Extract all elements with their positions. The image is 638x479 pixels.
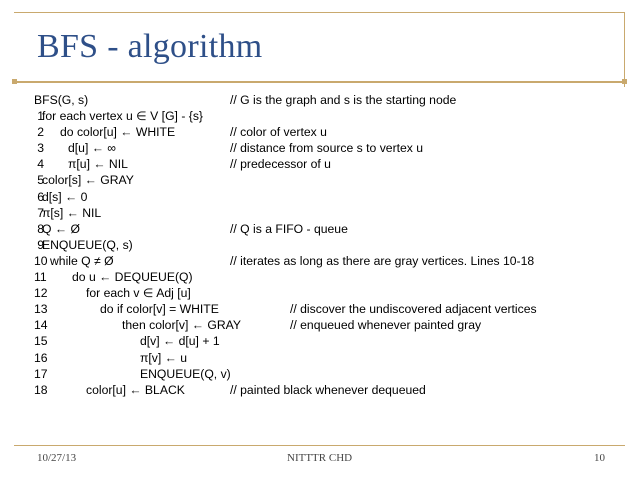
code-line: [34, 382, 634, 398]
line-number: 7: [37, 205, 44, 220]
code-line: [34, 285, 634, 301]
code-comment: // predecessor of u: [230, 157, 331, 172]
line-number: 3: [37, 141, 44, 156]
code-statement: ENQUEUE(Q, s): [42, 237, 133, 252]
footer-center: NITTTR CHD: [287, 452, 353, 464]
code-statement: while Q ≠ Ø: [50, 253, 114, 268]
code-statement: do color[u] ← WHITE: [60, 125, 176, 140]
code-comment: // distance from source s to vertex u: [230, 141, 424, 156]
code-line: [34, 140, 634, 156]
line-number: 8: [37, 221, 44, 236]
footer-date: 10/27/13: [37, 452, 77, 464]
code-line: [34, 366, 634, 382]
code-line: [34, 156, 634, 172]
line-number: 11: [34, 270, 47, 285]
line-number: 18: [34, 382, 48, 397]
code-line: [34, 108, 634, 124]
code-comment: // discover the undiscovered adjacent vertices: [290, 302, 537, 317]
line-number: 6: [37, 189, 44, 204]
code-statement: d[s] ← 0: [42, 189, 88, 204]
line-number: 1: [37, 109, 44, 124]
code-statement: π[u] ← NIL: [68, 157, 128, 172]
code-comment: // Q is a FIFO - queue: [230, 221, 348, 236]
code-statement: for each vertex u ∈ V [G] - {s}: [42, 109, 203, 124]
line-number: 9: [37, 237, 44, 252]
code-comment: // enqueued whenever painted gray: [290, 318, 482, 333]
code-line: [34, 205, 634, 221]
code-statement: do if color[v] = WHITE: [100, 302, 219, 317]
code-line: [34, 237, 634, 253]
line-number: 2: [37, 125, 44, 140]
slide-title: BFS - algorithm: [37, 28, 263, 65]
code-comment: // G is the graph and s is the starting node: [230, 93, 457, 107]
code-statement: π[s] ← NIL: [42, 205, 102, 220]
code-header-line: [34, 92, 634, 108]
code-line: [34, 124, 634, 140]
divider-right-square: [622, 79, 627, 84]
code-statement: BFS(G, s): [34, 93, 89, 107]
code-line: [34, 269, 634, 285]
code-comment: // painted black whenever dequeued: [230, 382, 426, 397]
code-statement: color[s] ← GRAY: [42, 173, 134, 188]
code-line: [34, 317, 634, 333]
code-line: [34, 253, 634, 269]
footer-page-number: 10: [594, 452, 605, 464]
code-statement: d[v] ← d[u] + 1: [140, 334, 220, 349]
line-number: 14: [34, 318, 48, 333]
code-line: [34, 350, 634, 366]
line-number: 10: [34, 253, 48, 268]
line-number: 5: [37, 173, 44, 188]
title-divider: [14, 81, 625, 83]
line-number: 4: [37, 157, 44, 172]
footer-divider: [14, 445, 625, 446]
code-statement: d[u] ← ∞: [68, 141, 116, 156]
code-comment: // iterates as long as there are gray vertices. Lines 10-18: [230, 253, 535, 268]
code-statement: then color[v] ← GRAY: [122, 318, 241, 333]
code-line: [34, 189, 634, 205]
line-number: 17: [34, 366, 48, 381]
line-number: 15: [34, 334, 48, 349]
code-line: [34, 333, 634, 349]
divider-left-square: [12, 79, 17, 84]
code-comment: // color of vertex u: [230, 125, 327, 140]
code-statement: for each v ∈ Adj [u]: [86, 286, 191, 301]
line-number: 12: [34, 286, 48, 301]
code-statement: ENQUEUE(Q, v): [140, 366, 231, 381]
code-statement: color[u] ← BLACK: [86, 382, 185, 397]
line-number: 13: [34, 302, 48, 317]
code-statement: Q ← Ø: [42, 221, 80, 236]
line-number: 16: [34, 350, 48, 365]
code-line: [34, 221, 634, 237]
code-line: [34, 172, 634, 188]
code-statement: π[v] ← u: [140, 350, 188, 365]
code-line: [34, 301, 634, 317]
pseudocode-block: [34, 92, 634, 398]
code-statement: do u ← DEQUEUE(Q): [72, 270, 193, 285]
